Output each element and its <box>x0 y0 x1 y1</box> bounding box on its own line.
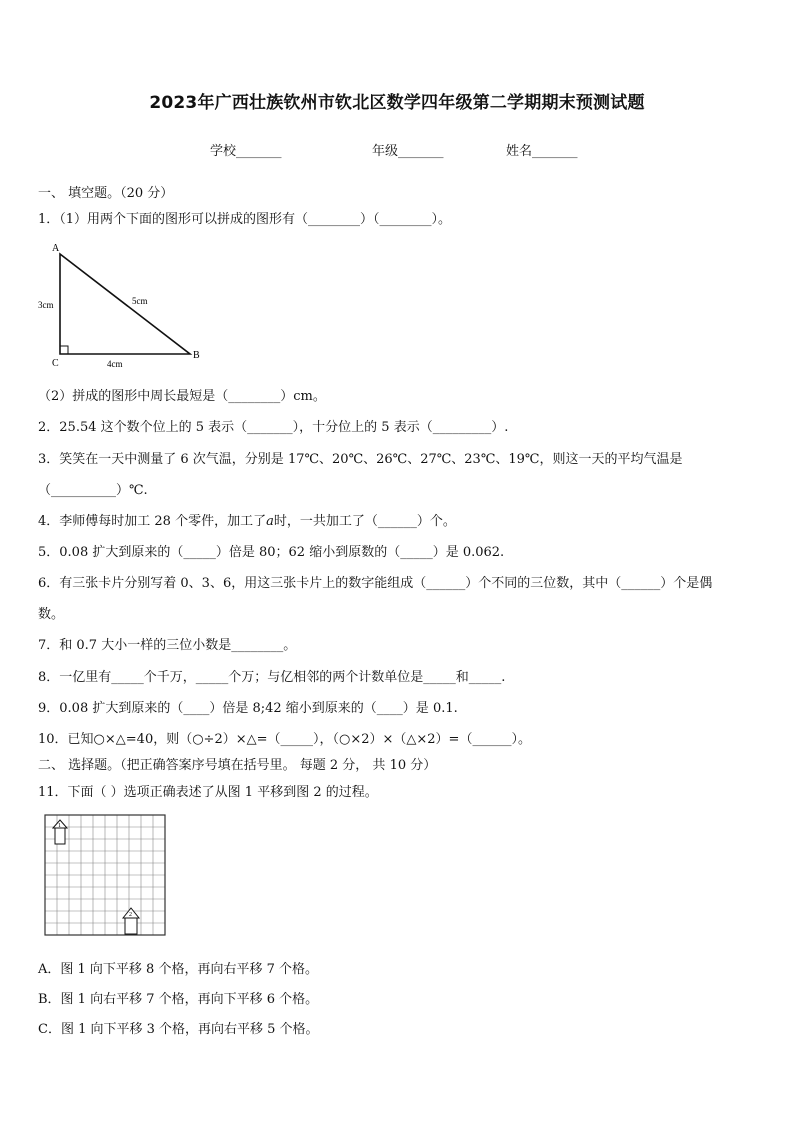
q11-option-c: C．图 1 向下平移 3 个格，再向右平移 5 个格。 <box>38 1022 319 1037</box>
q6-line2: 数。 <box>38 607 65 622</box>
right-angle-mark <box>60 346 68 354</box>
q9: 9．0.08 扩大到原来的（____）倍是 8;42 缩小到原来的（____）是 0.1. <box>38 701 458 716</box>
q5: 5．0.08 扩大到原来的（_____）倍是 80；62 缩小到原数的（_____）是 0.062. <box>38 545 505 560</box>
section1-heading: 一、 填空题。（20 分） <box>38 186 174 201</box>
q6-line1: 6．有三张卡片分别写着 0、3、6，用这三张卡片上的数字能组成（______）个不同的三位数，其中（______）个是偶 <box>38 576 713 591</box>
q1-part2: （2）拼成的图形中周长最短是（________）cm。 <box>38 389 326 404</box>
section2-heading: 二、 选择题。（把正确答案序号填在括号里。 每题 2 分， 共 10 分） <box>38 758 437 773</box>
house-1-label: 1 <box>58 823 61 829</box>
q10: 10．已知○×△=40，则（○÷2）×△=（_____），（○×2）×（△×2）=（______）。 <box>38 732 531 747</box>
vertex-b-label: B <box>193 350 200 361</box>
q7: 7．和 0.7 大小一样的三位小数是________。 <box>38 638 297 653</box>
house-2-label: 2 <box>129 912 132 918</box>
q11-option-b: B．图 1 向右平移 7 个格，再向下平移 6 个格。 <box>38 992 319 1007</box>
school-field: 学校_______ <box>210 144 282 159</box>
q11-option-a: A．图 1 向下平移 8 个格，再向右平移 7 个格。 <box>38 962 318 977</box>
vertex-a-label: A <box>52 243 60 254</box>
house-figure-1 <box>53 820 67 844</box>
triangle-figure <box>34 240 214 372</box>
page-title: 2023年广西壮族钦州市钦北区数学四年级第二学期期末预测试题 <box>149 93 645 113</box>
q3-line1: 3．笑笑在一天中测量了 6 次气温，分别是 17℃、20℃、26℃、27℃、23℃、19℃，则这一天的平均气温是 <box>38 452 683 467</box>
q2: 2．25.54 这个数个位上的 5 表示（_______），十分位上的 5 表示（_________）. <box>38 420 509 435</box>
q11-stem: 11．下面（ ）选项正确表述了从图 1 平移到图 2 的过程。 <box>38 785 378 800</box>
side-ac-label: 3cm <box>38 300 54 310</box>
side-cb-label: 4cm <box>107 359 123 369</box>
vertex-c-label: C <box>52 358 59 369</box>
q8: 8．一亿里有_____个千万，_____个万；与亿相邻的两个计数单位是_____和_____. <box>38 670 506 685</box>
q1-part1: 1．（1）用两个下面的图形可以拼成的图形有（________）（________）。 <box>38 212 452 227</box>
grid-figure <box>44 814 168 938</box>
q3-line2: （__________）℃. <box>38 483 148 498</box>
name-field: 姓名_______ <box>506 144 578 159</box>
grade-field: 年级_______ <box>372 144 444 159</box>
triangle-shape <box>60 254 190 354</box>
side-ab-label: 5cm <box>132 296 148 306</box>
q4: 4．李师傅每时加工 28 个零件，加工了𝑎时，一共加工了（______）个。 <box>38 514 456 529</box>
house-figure-2 <box>123 908 139 934</box>
